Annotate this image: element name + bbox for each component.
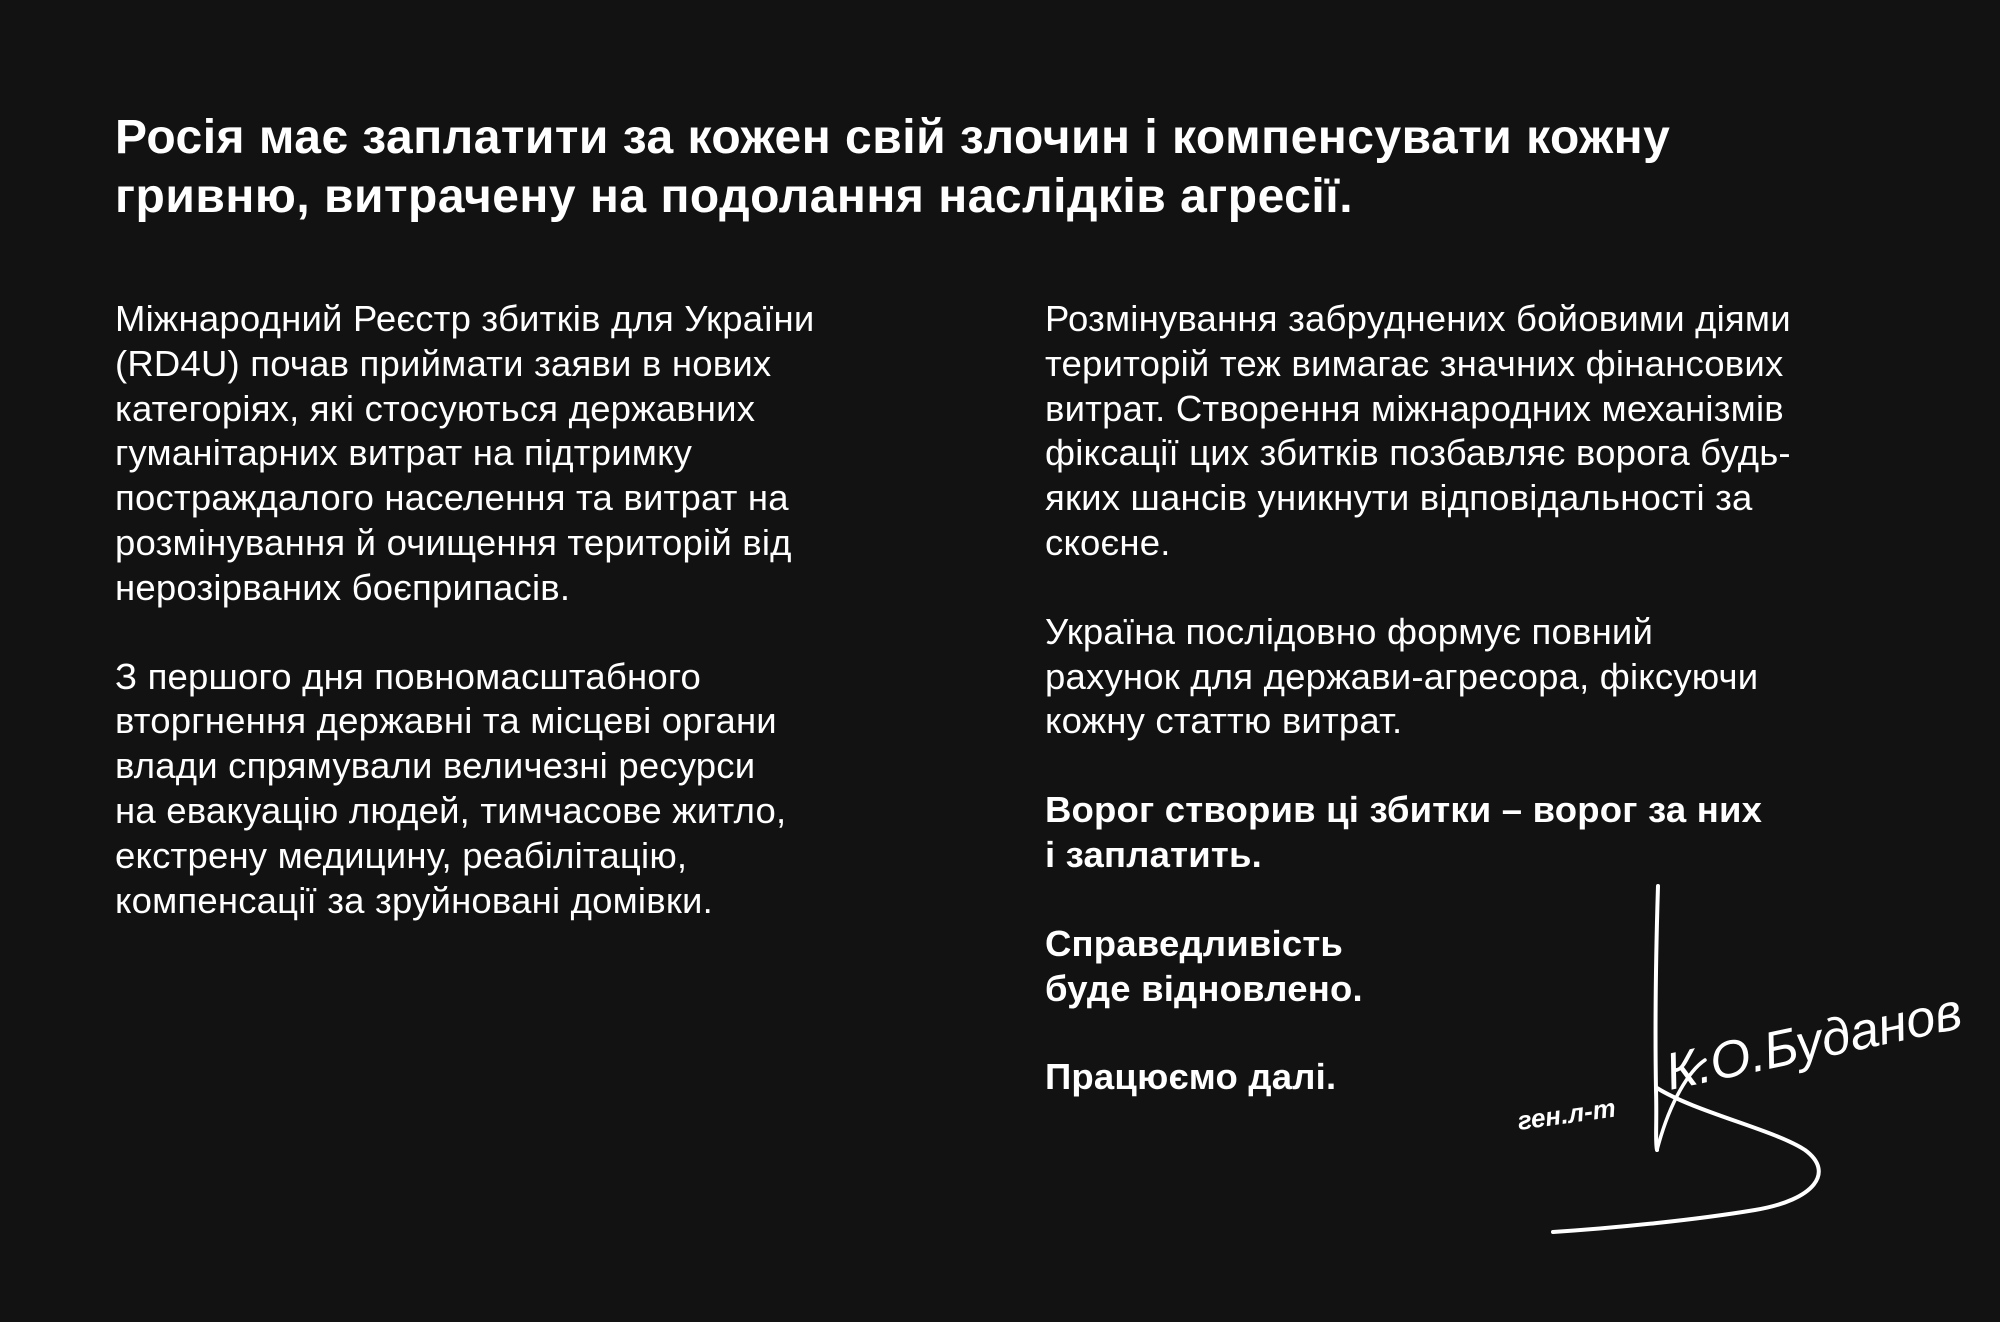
paragraph-rd4u-intro [115,297,965,611]
text-line: кожну статтю витрат. [1045,700,1403,742]
text-line: нерозірваних боєприпасів. [115,566,571,608]
signature-rank-text: ген.л-т [1515,1092,1618,1136]
signature-name-text: К.О.Буданов [1660,982,1967,1102]
text-line: витрат. Створення міжнародних механізмів [1045,387,1784,429]
text-line: влади спрямували величезні ресурси [115,745,756,787]
text-line: Працюємо далі. [1045,1056,1337,1098]
text-line: вторгнення державні та місцеві органи [115,700,777,742]
paragraph-full-account [1045,610,1945,744]
text-line: компенсації за зруйновані домівки. [115,879,713,921]
left-column [115,297,965,967]
text-line: Україна послідовно формує повний [1045,610,1654,652]
text-line: гуманітарних витрат на підтримку [115,432,693,474]
text-line: буде відновлено. [1045,967,1363,1009]
text-line: на евакуацію людей, тимчасове житло, [115,789,787,831]
signature-stroke [1656,886,1658,1150]
headline-line: Росія має заплатити за кожен свій злочин і компенсувати кожну [115,111,1671,164]
text-line: постраждалого населення та витрат на [115,477,789,519]
text-line: Розмінування забруднених бойовими діями [1045,298,1791,339]
text-line: розмінування й очищення територій від [115,521,792,563]
text-line: і заплатить. [1045,833,1262,875]
text-line: яких шансів уникнути відповідальності за [1045,477,1753,519]
text-line: Справедливість [1045,922,1344,964]
text-line: скоєне. [1045,521,1171,563]
handwritten-signature [1505,880,1967,1240]
paragraph-enemy-will-pay [1045,788,1945,878]
text-line: категоріях, які стосуються державних [115,387,756,429]
headline-line: гривню, витрачену на подолання наслідків агресії. [115,170,1354,223]
text-line: фіксації цих збитків позбавляє ворога будь- [1045,432,1791,474]
text-line: Ворог створив ці збитки – ворог за них [1045,789,1763,831]
text-line: територій теж вимагає значних фінансових [1045,342,1784,384]
text-line: З першого дня повномасштабного [115,655,702,697]
text-line: екстрену медицину, реабілітацію, [115,834,688,876]
paragraph-demining [1045,297,1945,566]
text-line: рахунок для держави-агресора, фіксуючи [1045,655,1759,697]
paragraph-first-day [115,655,965,924]
text-line: Міжнародний Реєстр збитків для України [115,298,815,339]
headline [115,108,1915,226]
text-line: (RD4U) почав приймати заяви в нових [115,342,772,384]
